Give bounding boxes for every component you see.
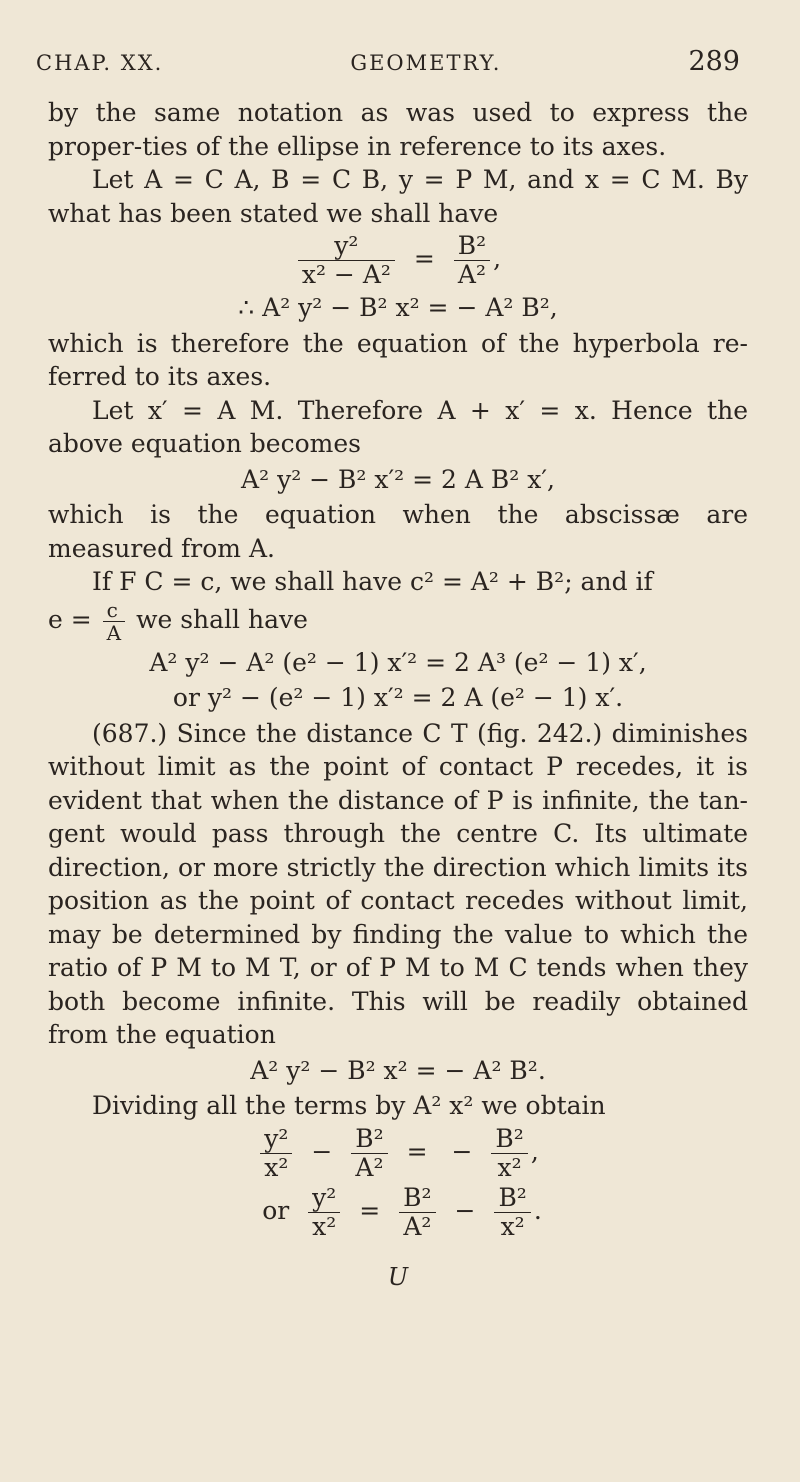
minus-sign: − [311, 1136, 333, 1166]
fraction-numerator: B² [457, 231, 487, 260]
minus-sign: − [451, 1136, 473, 1166]
fraction-denominator: A² [399, 1212, 435, 1241]
fraction-numerator: y² [264, 1123, 289, 1153]
punctuation: , [530, 1136, 539, 1166]
eccentricity-text: we shall have [136, 604, 308, 634]
fraction-denominator: A² [351, 1153, 387, 1182]
fraction-numerator: c [106, 597, 118, 622]
equation-divided [48, 1125, 748, 1182]
fraction-denominator: x² [308, 1212, 340, 1241]
fraction-numerator: B² [498, 1182, 527, 1212]
punctuation: , [493, 244, 502, 273]
equation-divided-alt [48, 1184, 748, 1241]
section-title: GEOMETRY. [350, 51, 502, 75]
paragraph-4: Let x′ = A M. Therefore A + x′ = x. Hence the above equation becomes [48, 395, 748, 458]
equation-vertex: A² y² − B² x′² = 2 A B² x′, [241, 464, 555, 494]
equation-eccentricity-1: A² y² − A² (e² − 1) x′² = 2 A³ (e² − 1) x′, [149, 647, 647, 677]
paragraph-687: (687.) Since the distance C T (fig. 242.) diminishes without limit as the point of contact P recedes, it is evident that when the distance of P is infinite, the tan-gent would pass through the centre C. Its ultimate direction, or more strictly the direction which limits its position as the point of contact recedes without limit, may be determined by finding the value to which the ratio of P M to M T, or of P M to M C tends when they both become infinite. This will be readily obtained from the equation [48, 718, 748, 1049]
fraction-numerator: y² [334, 231, 359, 260]
equation-eccentricity-2: or y² − (e² − 1) x′² = 2 A (e² − 1) x′. [172, 683, 624, 712]
fraction-denominator: x² [494, 1212, 530, 1241]
equation-ratio [48, 232, 748, 289]
or-word: or [262, 1195, 290, 1225]
running-header [36, 46, 740, 77]
fraction-numerator: y² [312, 1182, 337, 1212]
fraction-denominator: A² [454, 260, 490, 289]
paragraph-6: If F C = c, we shall have c² = A² + B²; and if [92, 567, 653, 596]
paragraph-3: which is therefore the equation of the hyperbola re-ferred to its axes. [48, 328, 748, 391]
fraction-numerator: B² [495, 1123, 524, 1153]
paragraph-7: Dividing all the terms by A² x² we obtain [92, 1091, 606, 1120]
eccentricity-lhs: e = [48, 604, 92, 634]
fraction-numerator: B² [355, 1123, 384, 1153]
page-number: 289 [688, 46, 740, 77]
equation-hyperbola: ∴ A² y² − B² x² = − A² B², [238, 293, 558, 322]
signature-mark: U [387, 1262, 409, 1291]
fraction-denominator: x² − A² [298, 260, 395, 289]
paragraph-2: Let A = C A, B = C B, y = P M, and x = C M. By what has been stated we shall have [48, 165, 748, 228]
page-body [48, 96, 748, 1294]
equation-axes: A² y² − B² x² = − A² B². [250, 1055, 546, 1085]
fraction-denominator: x² [260, 1153, 292, 1182]
punctuation: . [533, 1195, 542, 1225]
fraction-denominator: x² [491, 1153, 527, 1182]
paragraph-1: by the same notation as was used to express the proper-ties of the ellipse in reference to its axes. [48, 98, 748, 161]
equals-sign: = [359, 1195, 381, 1225]
paragraph-5: which is the equation when the abscissæ are measured from A. [48, 500, 748, 563]
equals-sign: = [413, 244, 435, 273]
fraction-denominator: A [103, 621, 125, 644]
eccentricity-line [48, 599, 748, 644]
equals-sign: = [406, 1136, 428, 1166]
minus-sign: − [454, 1195, 476, 1225]
chapter-label: CHAP. XX. [36, 51, 164, 75]
fraction-numerator: B² [403, 1182, 432, 1212]
